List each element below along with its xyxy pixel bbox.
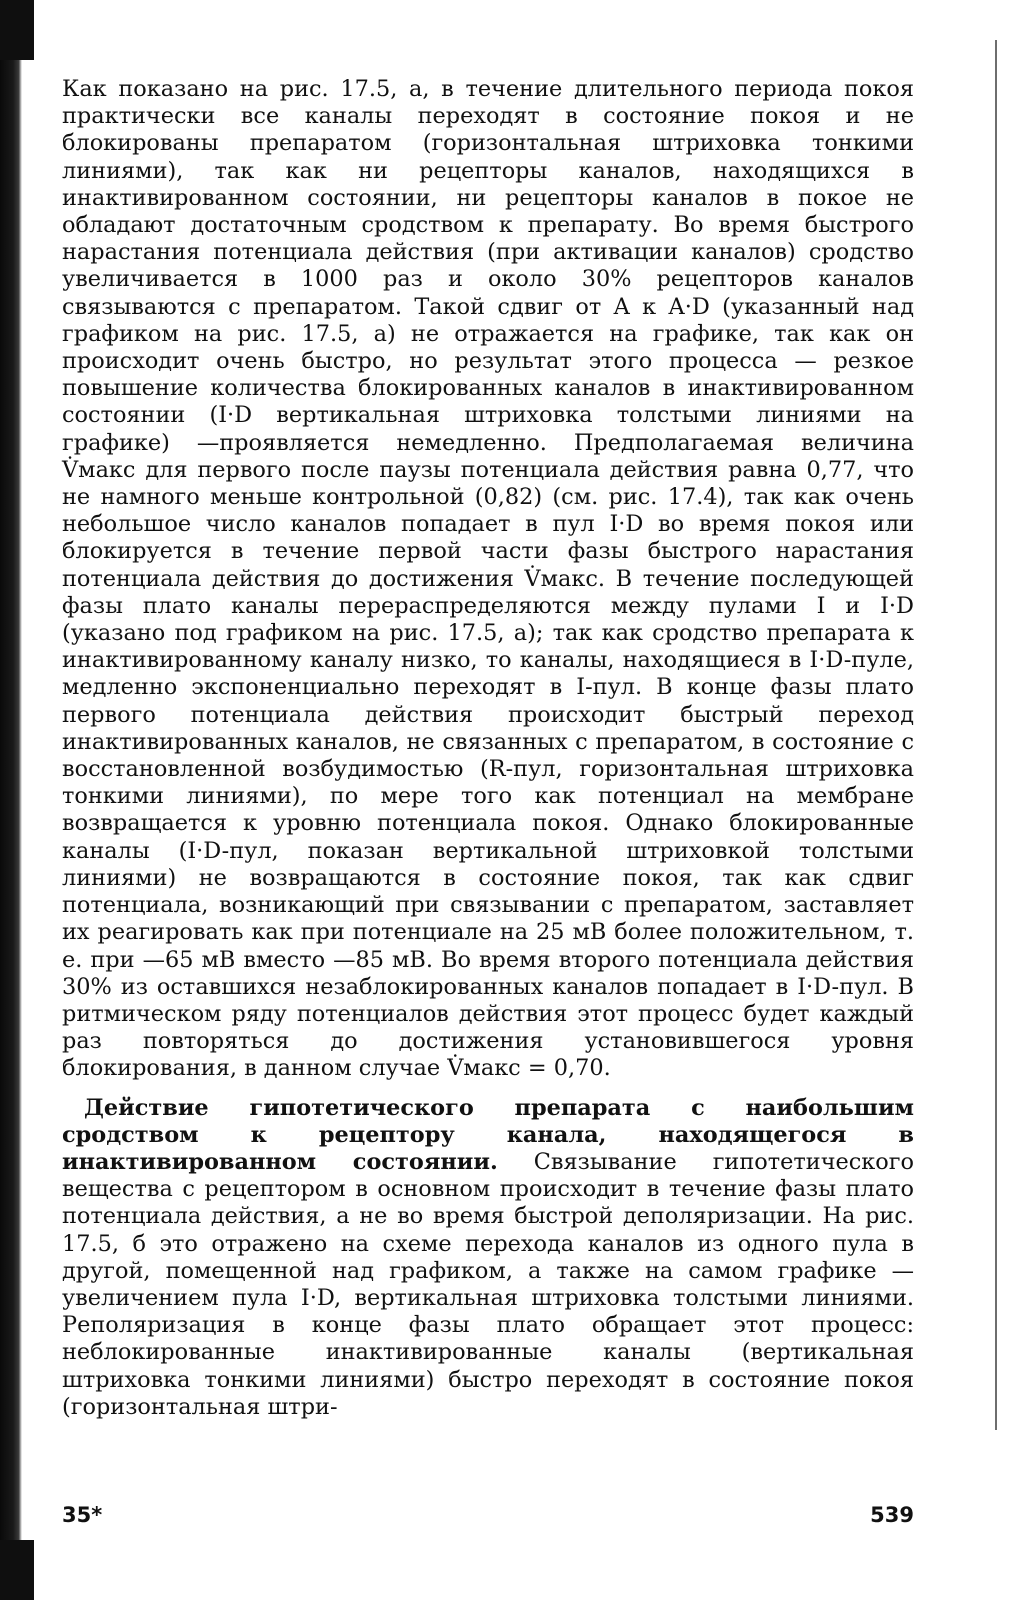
scan-edge-notch-bottom xyxy=(0,1540,34,1600)
paragraph-text: Как показано на рис. 17.5, а, в течение длительного периода покоя практически все каналы переходят в состояние покоя и не блокированы препаратом (горизонтальная штриховка тонкими линиями), так как ни рецепторы каналов, находящихся в инактивированном состоянии, ни рецепторы каналов в покое не обладают достаточным сродством к препарату. Во время быстрого нарастания потенциала действия (при активации каналов) сродство увеличивается в 1000 раз и около 30% рецепторов каналов связываются с препаратом. Такой сдвиг от A к A·D (указанный над графиком на рис. 17.5, а) не отражается на графике, так как он происходит очень быстро, но результат этого процесса — резкое повышение количества блокированных каналов в инактивированном состоянии (I·D вертикальная штриховка толстыми линиями на графике) —проявляется немедленно. Предполагаемая величина V̇макс для первого после паузы потенциала действия равна 0,77, что не намного меньше контрольной (0,82) (см. рис. 17.4), так как очень небольшое число каналов попадает в пул I·D во время покоя или блокируется в течение первой части фазы быстрого нарастания потенциала действия до достижения V̇макс. В течение последующей фазы плато каналы перераспределяются между пулами I и I·D (указано под графиком на рис. 17.5, а); так как сродство препарата к инактивированному каналу низко, то каналы, находящиеся в I·D-пуле, медленно экспоненциально переходят в I-пул. В конце фазы плато первого потенциала действия происходит быстрый переход инактивированных каналов, не связанных с препаратом, в состояние с восстановленной возбудимостью (R-пул, горизонтальная штриховка тонкими линиями), по мере того как потенциал на мембране возвращается к уровню потенциала покоя. Однако блокированные каналы (I·D-пул, показан вертикальной штриховкой толстыми линиями) не возвращаются в состояние покоя, так как сдвиг потенциала, возникающий при связывании с препаратом, заставляет их реагировать как при потенциале на 25 мВ более положительном, т. е. при —65 мВ вместо —85 мВ. Во время второго потенциала действия 30% из оставшихся незаблокированных каналов попадает в I·D-пул. В ритмическом ряду потенциалов действия этот процесс будет каждый раз повторяться до достижения установившегося уровня блокирования, в данном случае V̇макс = 0,70. xyxy=(62,76,914,1082)
right-margin-rule xyxy=(995,40,997,1430)
page-footer xyxy=(62,1503,914,1533)
scan-edge-notch-top xyxy=(0,0,34,60)
body-paragraph xyxy=(62,76,914,1083)
run-in-heading: Действие гипотетического препарата с наибольшим сродством к рецептору канала, находящегося в инактивированном состоянии. xyxy=(62,1094,914,1175)
page-body xyxy=(62,76,914,1421)
signature-mark: 35* xyxy=(62,1503,103,1527)
scan-edge-shadow xyxy=(0,0,22,1600)
page-number: 539 xyxy=(870,1503,914,1527)
section-paragraph xyxy=(62,1095,914,1421)
paragraph-text: Связывание гипотетического вещества с рецептором в основном происходит в течение фазы плато потенциала действия, а не во время быстрой деполяризации. На рис. 17.5, б это отражено на схеме перехода каналов из одного пула в другой, помещенной над графиком, а также на самом графике — увеличением пула I·D, вертикальная штриховка толстыми линиями. Реполяризация в конце фазы плато обращает этот процесс: неблокированные инактивированные каналы (вертикальная штриховка тонкими линиями) быстро переходят в состояние покоя (горизонтальная штри- xyxy=(62,1148,914,1420)
